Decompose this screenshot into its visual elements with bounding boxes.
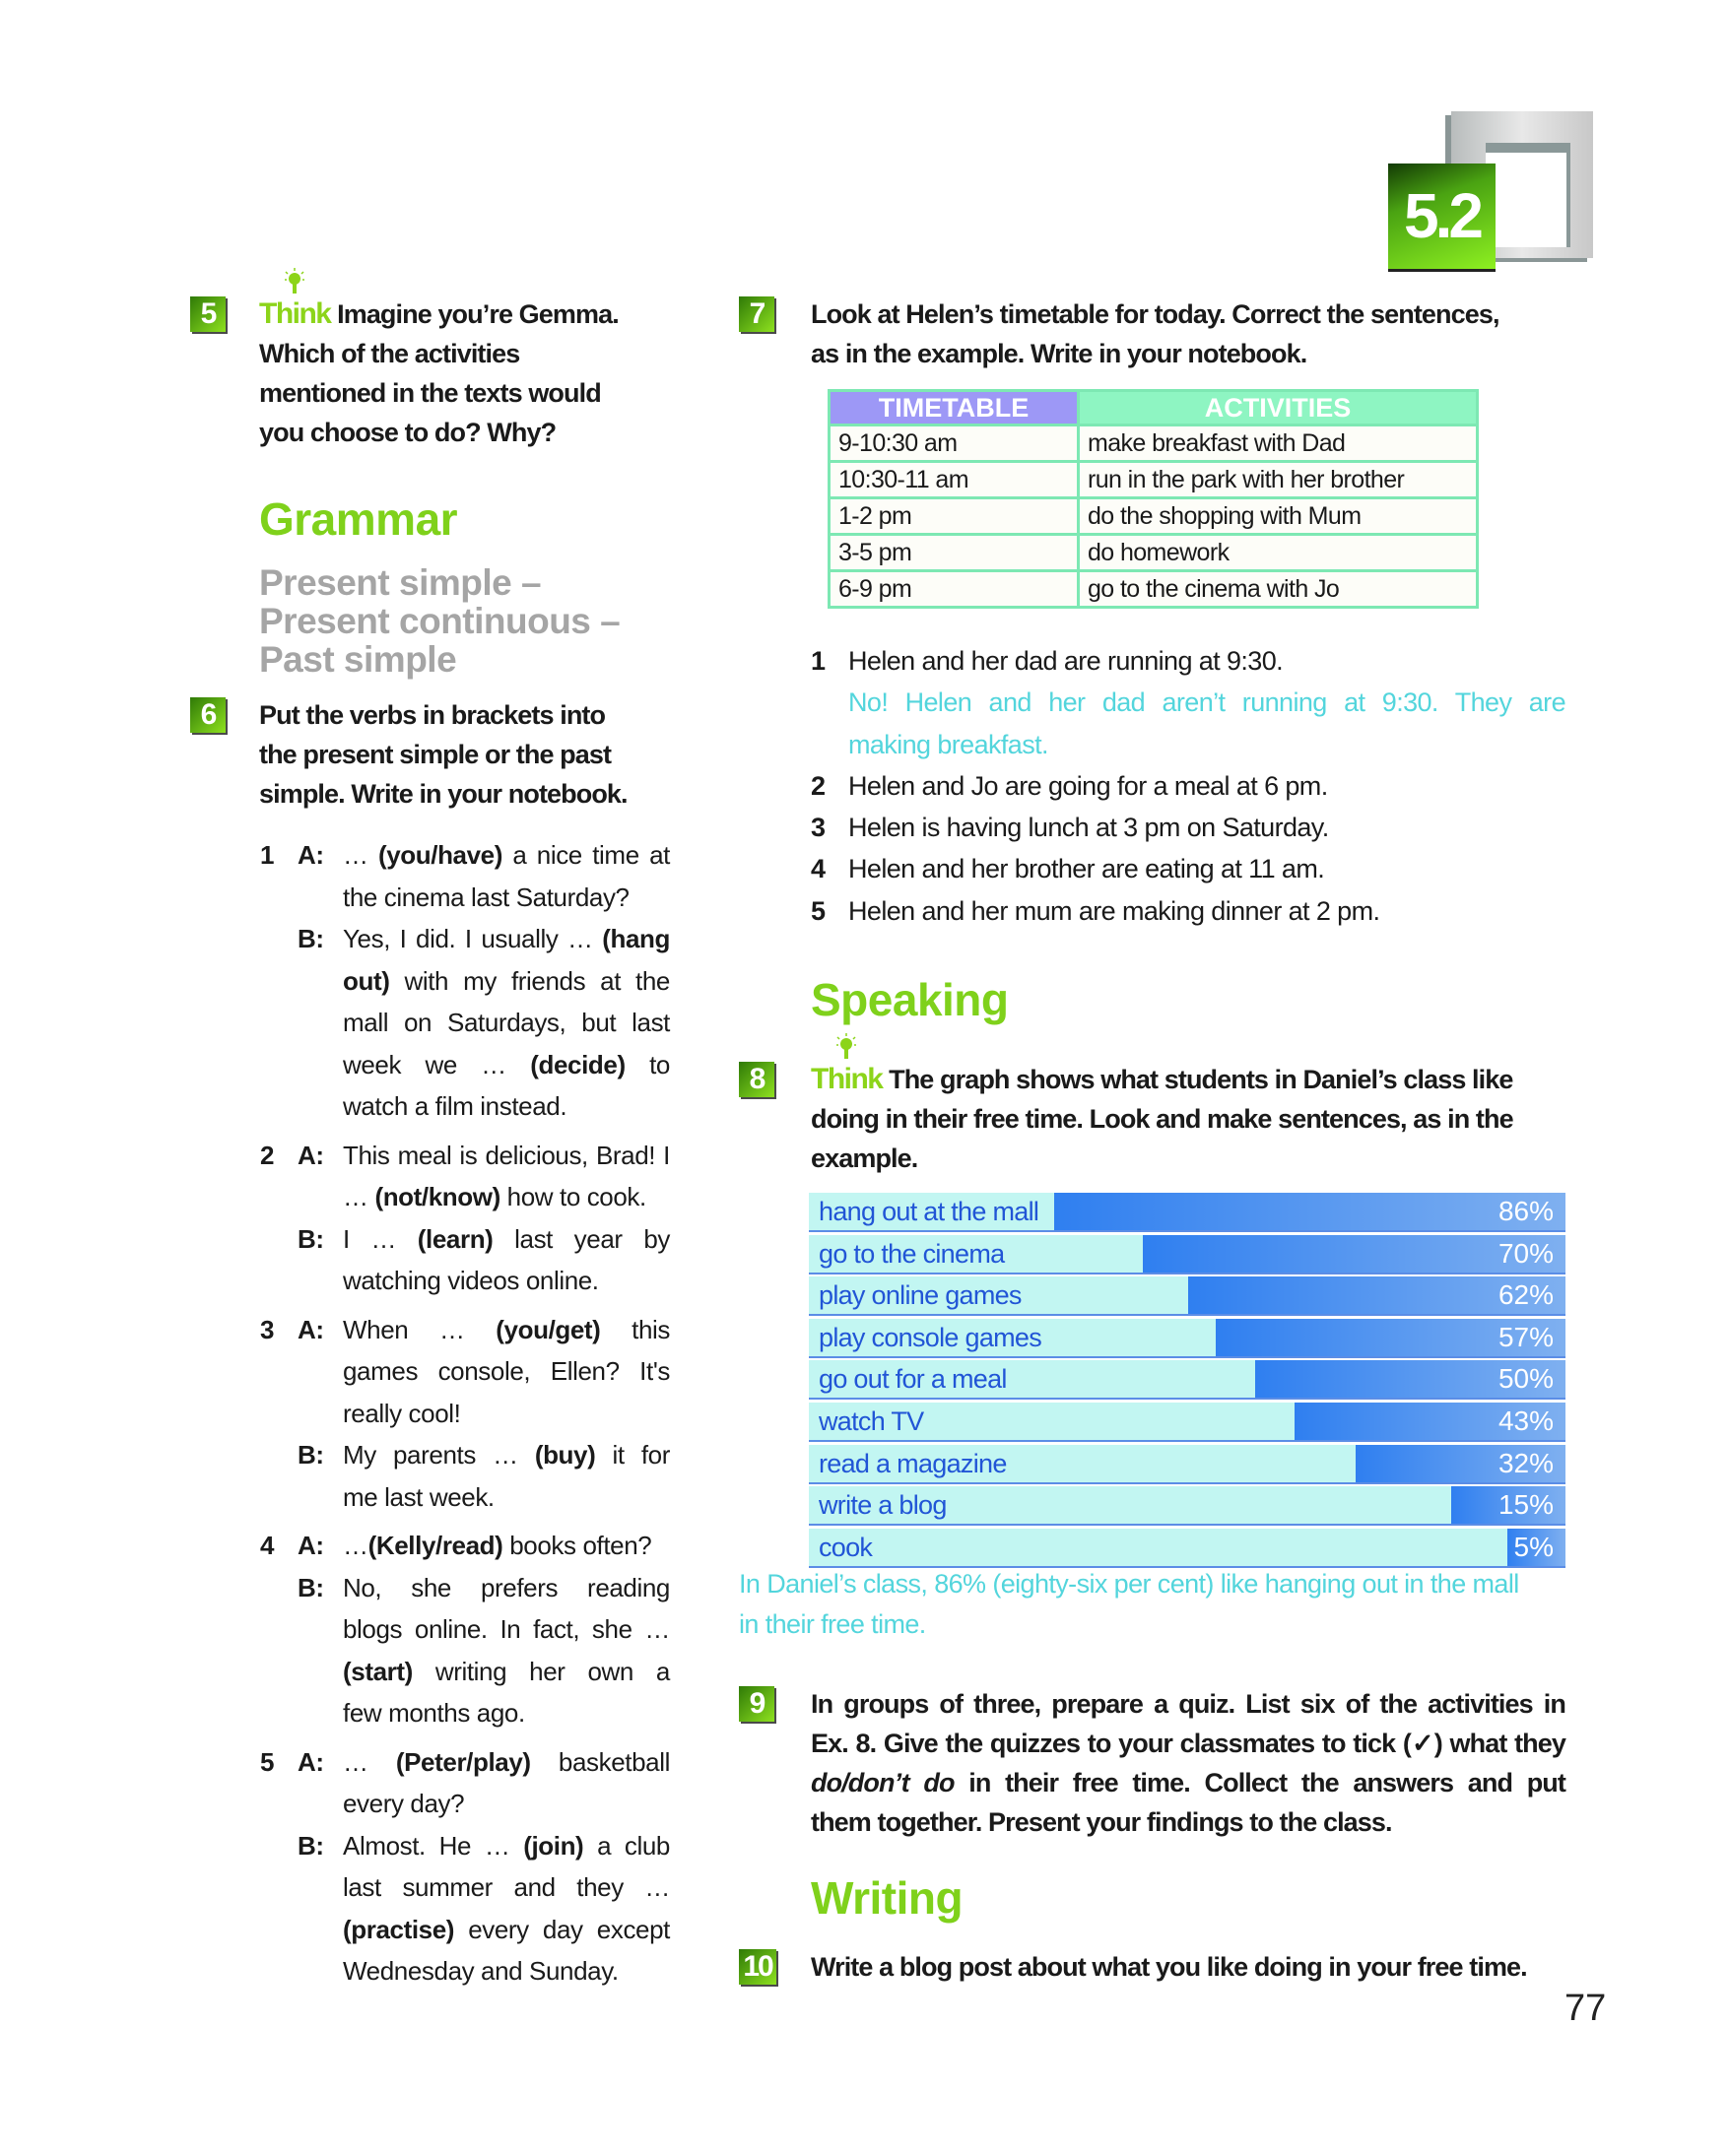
- dialogue-line: [343, 1044, 670, 1086]
- activity-cell: do the shopping with Mum: [1079, 498, 1478, 535]
- chart-row: [809, 1276, 1565, 1316]
- speaker-label: B:: [298, 1223, 324, 1254]
- text-segment: Almost. He …: [343, 1830, 524, 1861]
- data-label: 62%: [1497, 1279, 1554, 1311]
- text-segment: writing her own a: [412, 1656, 670, 1686]
- text-segment: …: [343, 840, 378, 870]
- exercise-number: 5: [190, 296, 226, 332]
- verb-prompt: (learn): [417, 1223, 494, 1254]
- item-number: 5: [811, 895, 826, 926]
- text-segment: Yes, I did. I usually …: [343, 924, 603, 953]
- dialogue-item: [260, 1525, 674, 1734]
- text-segment: watch a film instead.: [343, 1091, 567, 1121]
- exercise-number: 8: [739, 1062, 774, 1097]
- think-text: Think: [259, 297, 331, 330]
- category-label: watch TV: [819, 1405, 924, 1436]
- sentence-item: [811, 890, 1565, 932]
- verb-prompt: (join): [523, 1830, 584, 1861]
- line: In Daniel’s class, 86% (eighty-six per cent) like hanging out in the mall: [739, 1569, 1519, 1599]
- speaker-label: A:: [298, 1314, 324, 1344]
- exercise-number: 7: [739, 296, 774, 332]
- verb-prompt: (Kelly/read): [367, 1531, 503, 1560]
- line: doing in their free time. Look and make sentences, as in the: [811, 1104, 1513, 1134]
- category-label: write a blog: [819, 1490, 947, 1521]
- text-segment: This meal is delicious, Brad! I: [343, 1140, 670, 1170]
- verb-prompt: (Peter/play): [395, 1746, 531, 1777]
- text-segment: week we …: [343, 1049, 531, 1079]
- badge-frame-inner: [1486, 143, 1570, 247]
- example-answer: making breakfast.: [848, 729, 1048, 759]
- dialogue-turn: [260, 1309, 674, 1435]
- sentence-item: [811, 765, 1565, 807]
- item-number: 3: [811, 813, 826, 843]
- dialogue-line: [343, 1309, 670, 1351]
- text-segment: me last week.: [343, 1481, 495, 1512]
- line: [811, 1802, 1565, 1842]
- item-number: 2: [811, 770, 826, 801]
- dialogue-line: [343, 1476, 670, 1519]
- line: mentioned in the texts would: [259, 378, 601, 408]
- text-segment: with my friends at the: [389, 965, 670, 996]
- example-answer: No! Helen and her dad aren’t running at 9:30. They are: [848, 687, 1565, 718]
- dialogue-line: [343, 1525, 670, 1567]
- exercise-5-instruction: [259, 294, 619, 452]
- text-segment: do/don’t do: [811, 1768, 955, 1797]
- text-segment: every day except: [454, 1914, 670, 1944]
- chart-row: [809, 1193, 1565, 1232]
- dialogue-line: [343, 1741, 670, 1784]
- exercise-number: 9: [739, 1686, 774, 1722]
- exercise-8-instruction: [811, 1060, 1513, 1178]
- text-segment: basketball: [530, 1746, 670, 1777]
- text-segment: how to cook.: [499, 1182, 646, 1211]
- verb-prompt: (not/know): [374, 1182, 500, 1211]
- sentence-text: Helen and her brother are eating at 11 am.: [848, 854, 1325, 884]
- exercise-6-instruction: [259, 695, 628, 814]
- dialogue-turn: [260, 918, 674, 1128]
- speaker-label: B:: [298, 1830, 324, 1861]
- text-segment: the cinema last Saturday?: [343, 882, 630, 912]
- dialogue-line: [343, 1783, 670, 1825]
- text-segment: this: [600, 1314, 670, 1344]
- text-segment: games console, Ellen? It's: [343, 1356, 670, 1386]
- dialogue-turn: [260, 1825, 674, 1993]
- writing-heading: Writing: [811, 1872, 964, 1924]
- sentence-list: [811, 640, 1565, 932]
- chart-row: [809, 1486, 1565, 1526]
- dialogue-line: [343, 1434, 670, 1476]
- speaker-label: B:: [298, 924, 324, 953]
- verb-prompt: (you/get): [496, 1314, 601, 1344]
- dialogue-item: [260, 1309, 674, 1519]
- category-label: play console games: [819, 1322, 1042, 1352]
- activity-cell: make breakfast with Dad: [1079, 425, 1478, 462]
- unit-number: 5.2: [1388, 163, 1496, 272]
- dialogue-line: [343, 1218, 670, 1261]
- dialogue-line: [343, 1567, 670, 1609]
- table-row: [830, 498, 1478, 535]
- data-label: 86%: [1497, 1196, 1554, 1226]
- think-label: [811, 1063, 883, 1095]
- text-segment: every day?: [343, 1789, 465, 1818]
- lightbulb-icon: [836, 1033, 856, 1059]
- dialogue-turn: [260, 1567, 674, 1734]
- chart-row: [809, 1360, 1565, 1400]
- line: [811, 1724, 1565, 1763]
- text-segment: blogs online. In fact, she …: [343, 1614, 670, 1644]
- time-cell: 6-9 pm: [830, 571, 1079, 608]
- data-label: 32%: [1497, 1447, 1554, 1478]
- dialogue-turn: [260, 1741, 674, 1825]
- dialogue-line: [343, 918, 670, 960]
- dialogue-turn: [260, 834, 674, 918]
- category-label: cook: [819, 1532, 873, 1562]
- data-label: 43%: [1497, 1405, 1554, 1436]
- verb-prompt: (decide): [530, 1049, 626, 1079]
- activity-cell: do homework: [1079, 535, 1478, 571]
- line: The graph shows what students in Daniel’s class like: [889, 1065, 1513, 1094]
- dialogue-turn: [260, 1434, 674, 1518]
- verb-prompt: (buy): [534, 1440, 596, 1470]
- dialogue-line: [343, 960, 670, 1003]
- speaker-label: A:: [298, 1140, 324, 1170]
- verb-prompt: out): [343, 965, 390, 996]
- line: [811, 1684, 1565, 1724]
- column-header: ACTIVITIES: [1079, 391, 1478, 425]
- exercise-9-instruction: [811, 1684, 1565, 1842]
- item-number: 1: [260, 840, 275, 870]
- dialogue-line: [343, 1176, 670, 1218]
- verb-prompt: (hang: [602, 924, 670, 953]
- time-cell: 3-5 pm: [830, 535, 1079, 571]
- time-cell: 1-2 pm: [830, 498, 1079, 535]
- dialogue-line: [343, 1350, 670, 1393]
- text-segment: My parents …: [343, 1440, 535, 1470]
- sentence-text: Helen and her dad are running at 9:30.: [848, 646, 1284, 676]
- exercise-number: 6: [190, 697, 226, 733]
- text-segment: last year by: [493, 1223, 670, 1254]
- sentence-text: Helen is having lunch at 3 pm on Saturday.: [848, 813, 1329, 843]
- dialogue-list: [260, 834, 674, 1999]
- dialogue-line: [343, 1651, 670, 1693]
- text-segment: mall on Saturdays, but last: [343, 1008, 670, 1037]
- line: example.: [811, 1143, 918, 1173]
- table-row: [830, 535, 1478, 571]
- text-segment: No, she prefers reading: [343, 1572, 670, 1602]
- think-label: [259, 297, 331, 330]
- line: Present continuous –: [259, 601, 621, 641]
- line: Which of the activities: [259, 339, 520, 368]
- table-row: [830, 462, 1478, 498]
- speaker-label: A:: [298, 840, 324, 870]
- line: Present simple –: [259, 562, 542, 603]
- chart-row: [809, 1529, 1565, 1568]
- text-segment: watching videos online.: [343, 1266, 599, 1295]
- chart-row: [809, 1403, 1565, 1442]
- item-number: 4: [260, 1531, 275, 1560]
- data-label: 5%: [1513, 1531, 1554, 1562]
- speaker-label: B:: [298, 1572, 324, 1602]
- line: Past simple: [259, 639, 457, 680]
- item-number: 3: [260, 1314, 275, 1344]
- timetable: [828, 389, 1479, 609]
- exercise-10-instruction: Write a blog post about what you like doing in your free time.: [811, 1952, 1527, 1982]
- dialogue-line: [343, 1085, 670, 1128]
- grammar-heading: Grammar: [259, 493, 458, 545]
- exercise-7-instruction: [811, 294, 1499, 373]
- data-label: 57%: [1497, 1321, 1554, 1352]
- table-row: [830, 425, 1478, 462]
- speaker-label: B:: [298, 1440, 324, 1470]
- line: [811, 1763, 1565, 1802]
- dialogue-line: [343, 1909, 670, 1951]
- text-segment: a club: [583, 1830, 670, 1861]
- dialogue-line: [343, 1866, 670, 1909]
- text-segment: to: [625, 1049, 670, 1079]
- dialogue-line: [343, 1608, 670, 1651]
- sentence-item: [811, 848, 1565, 889]
- chart-row: [809, 1445, 1565, 1484]
- line: Imagine you’re Gemma.: [337, 299, 619, 329]
- item-number: 5: [260, 1746, 275, 1777]
- text-segment: them together. Present your findings to the class.: [811, 1807, 1392, 1837]
- grammar-subheading: [259, 563, 620, 679]
- dialogue-item: [260, 1135, 674, 1302]
- exercise-number: 10: [739, 1949, 776, 1985]
- speaker-label: A:: [298, 1531, 324, 1560]
- table-row: [830, 571, 1478, 608]
- line: Put the verbs in brackets into: [259, 700, 606, 730]
- text-segment: few months ago.: [343, 1698, 525, 1728]
- chart-row: [809, 1235, 1565, 1274]
- text-segment: really cool!: [343, 1398, 461, 1428]
- category-label: go out for a meal: [819, 1364, 1007, 1395]
- time-cell: 10:30-11 am: [830, 462, 1079, 498]
- dialogue-line: [343, 834, 670, 877]
- line: as in the example. Write in your notebook.: [811, 339, 1307, 368]
- dialogue-line: [343, 1135, 670, 1177]
- item-number: 1: [811, 646, 826, 676]
- text-segment: When …: [343, 1314, 497, 1344]
- line: the present simple or the past: [259, 740, 612, 769]
- line: you choose to do? Why?: [259, 418, 557, 447]
- dialogue-item: [260, 1741, 674, 1993]
- verb-prompt: (start): [343, 1656, 413, 1686]
- category-label: read a magazine: [819, 1448, 1007, 1478]
- verb-prompt: (practise): [343, 1914, 455, 1944]
- text-segment: …: [343, 1531, 368, 1560]
- text-segment: it for: [595, 1440, 670, 1470]
- speaking-heading: Speaking: [811, 974, 1009, 1025]
- data-label: 15%: [1497, 1489, 1554, 1521]
- dialogue-turn: [260, 1218, 674, 1302]
- text-segment: …: [343, 1182, 375, 1211]
- text-segment: I …: [343, 1223, 418, 1254]
- example-sentence: [739, 1564, 1519, 1645]
- chart-row: [809, 1319, 1565, 1358]
- dialogue-line: [343, 1950, 670, 1993]
- lightbulb-icon: [285, 268, 304, 294]
- activity-cell: run in the park with her brother: [1079, 462, 1478, 498]
- dialogue-item: [260, 834, 674, 1128]
- dialogue-line: [343, 1002, 670, 1044]
- item-number: 4: [811, 854, 826, 884]
- text-segment: In groups of three, prepare a quiz. List six of the activities in: [811, 1689, 1565, 1719]
- time-cell: 9-10:30 am: [830, 425, 1079, 462]
- item-number: 2: [260, 1140, 275, 1170]
- text-segment: books often?: [502, 1531, 652, 1560]
- dialogue-line: [343, 1692, 670, 1734]
- line: Look at Helen’s timetable for today. Correct the sentences,: [811, 299, 1499, 329]
- dialogue-line: [343, 877, 670, 919]
- page-number: 77: [1564, 1988, 1607, 2029]
- category-label: hang out at the mall: [819, 1197, 1039, 1226]
- activity-cell: go to the cinema with Jo: [1079, 571, 1478, 608]
- text-segment: Ex. 8. Give the quizzes to your classmates to tick (✓) what they: [811, 1729, 1565, 1758]
- dialogue-line: [343, 1260, 670, 1302]
- data-label: 70%: [1497, 1237, 1554, 1269]
- dialogue-line: [343, 1393, 670, 1435]
- sentence-item: [811, 640, 1565, 682]
- text-segment: last summer and they …: [343, 1872, 670, 1902]
- sentence-text: Helen and her mum are making dinner at 2 pm.: [848, 895, 1380, 926]
- verb-prompt: (you/have): [377, 840, 502, 870]
- dialogue-line: [343, 1825, 670, 1867]
- sentence-item: [811, 807, 1565, 848]
- bar: [1054, 1193, 1565, 1230]
- text-segment: …: [343, 1746, 396, 1777]
- dialogue-turn: [260, 1525, 674, 1567]
- text-segment: in their free time. Collect the answers and put: [954, 1768, 1565, 1797]
- sentence-text: Helen and Jo are going for a meal at 6 pm.: [848, 770, 1328, 801]
- activities-bar-chart: [809, 1193, 1565, 1570]
- line: in their free time.: [739, 1609, 926, 1639]
- data-label: 50%: [1497, 1363, 1554, 1395]
- line: simple. Write in your notebook.: [259, 779, 628, 809]
- text-segment: Wednesday and Sunday.: [343, 1956, 619, 1986]
- dialogue-turn: [260, 1135, 674, 1218]
- category-label: go to the cinema: [819, 1238, 1005, 1269]
- text-segment: a nice time at: [502, 840, 670, 870]
- speaker-label: A:: [298, 1746, 324, 1777]
- category-label: play online games: [819, 1280, 1022, 1311]
- column-header: TIMETABLE: [830, 391, 1079, 425]
- think-text: Think: [811, 1063, 883, 1095]
